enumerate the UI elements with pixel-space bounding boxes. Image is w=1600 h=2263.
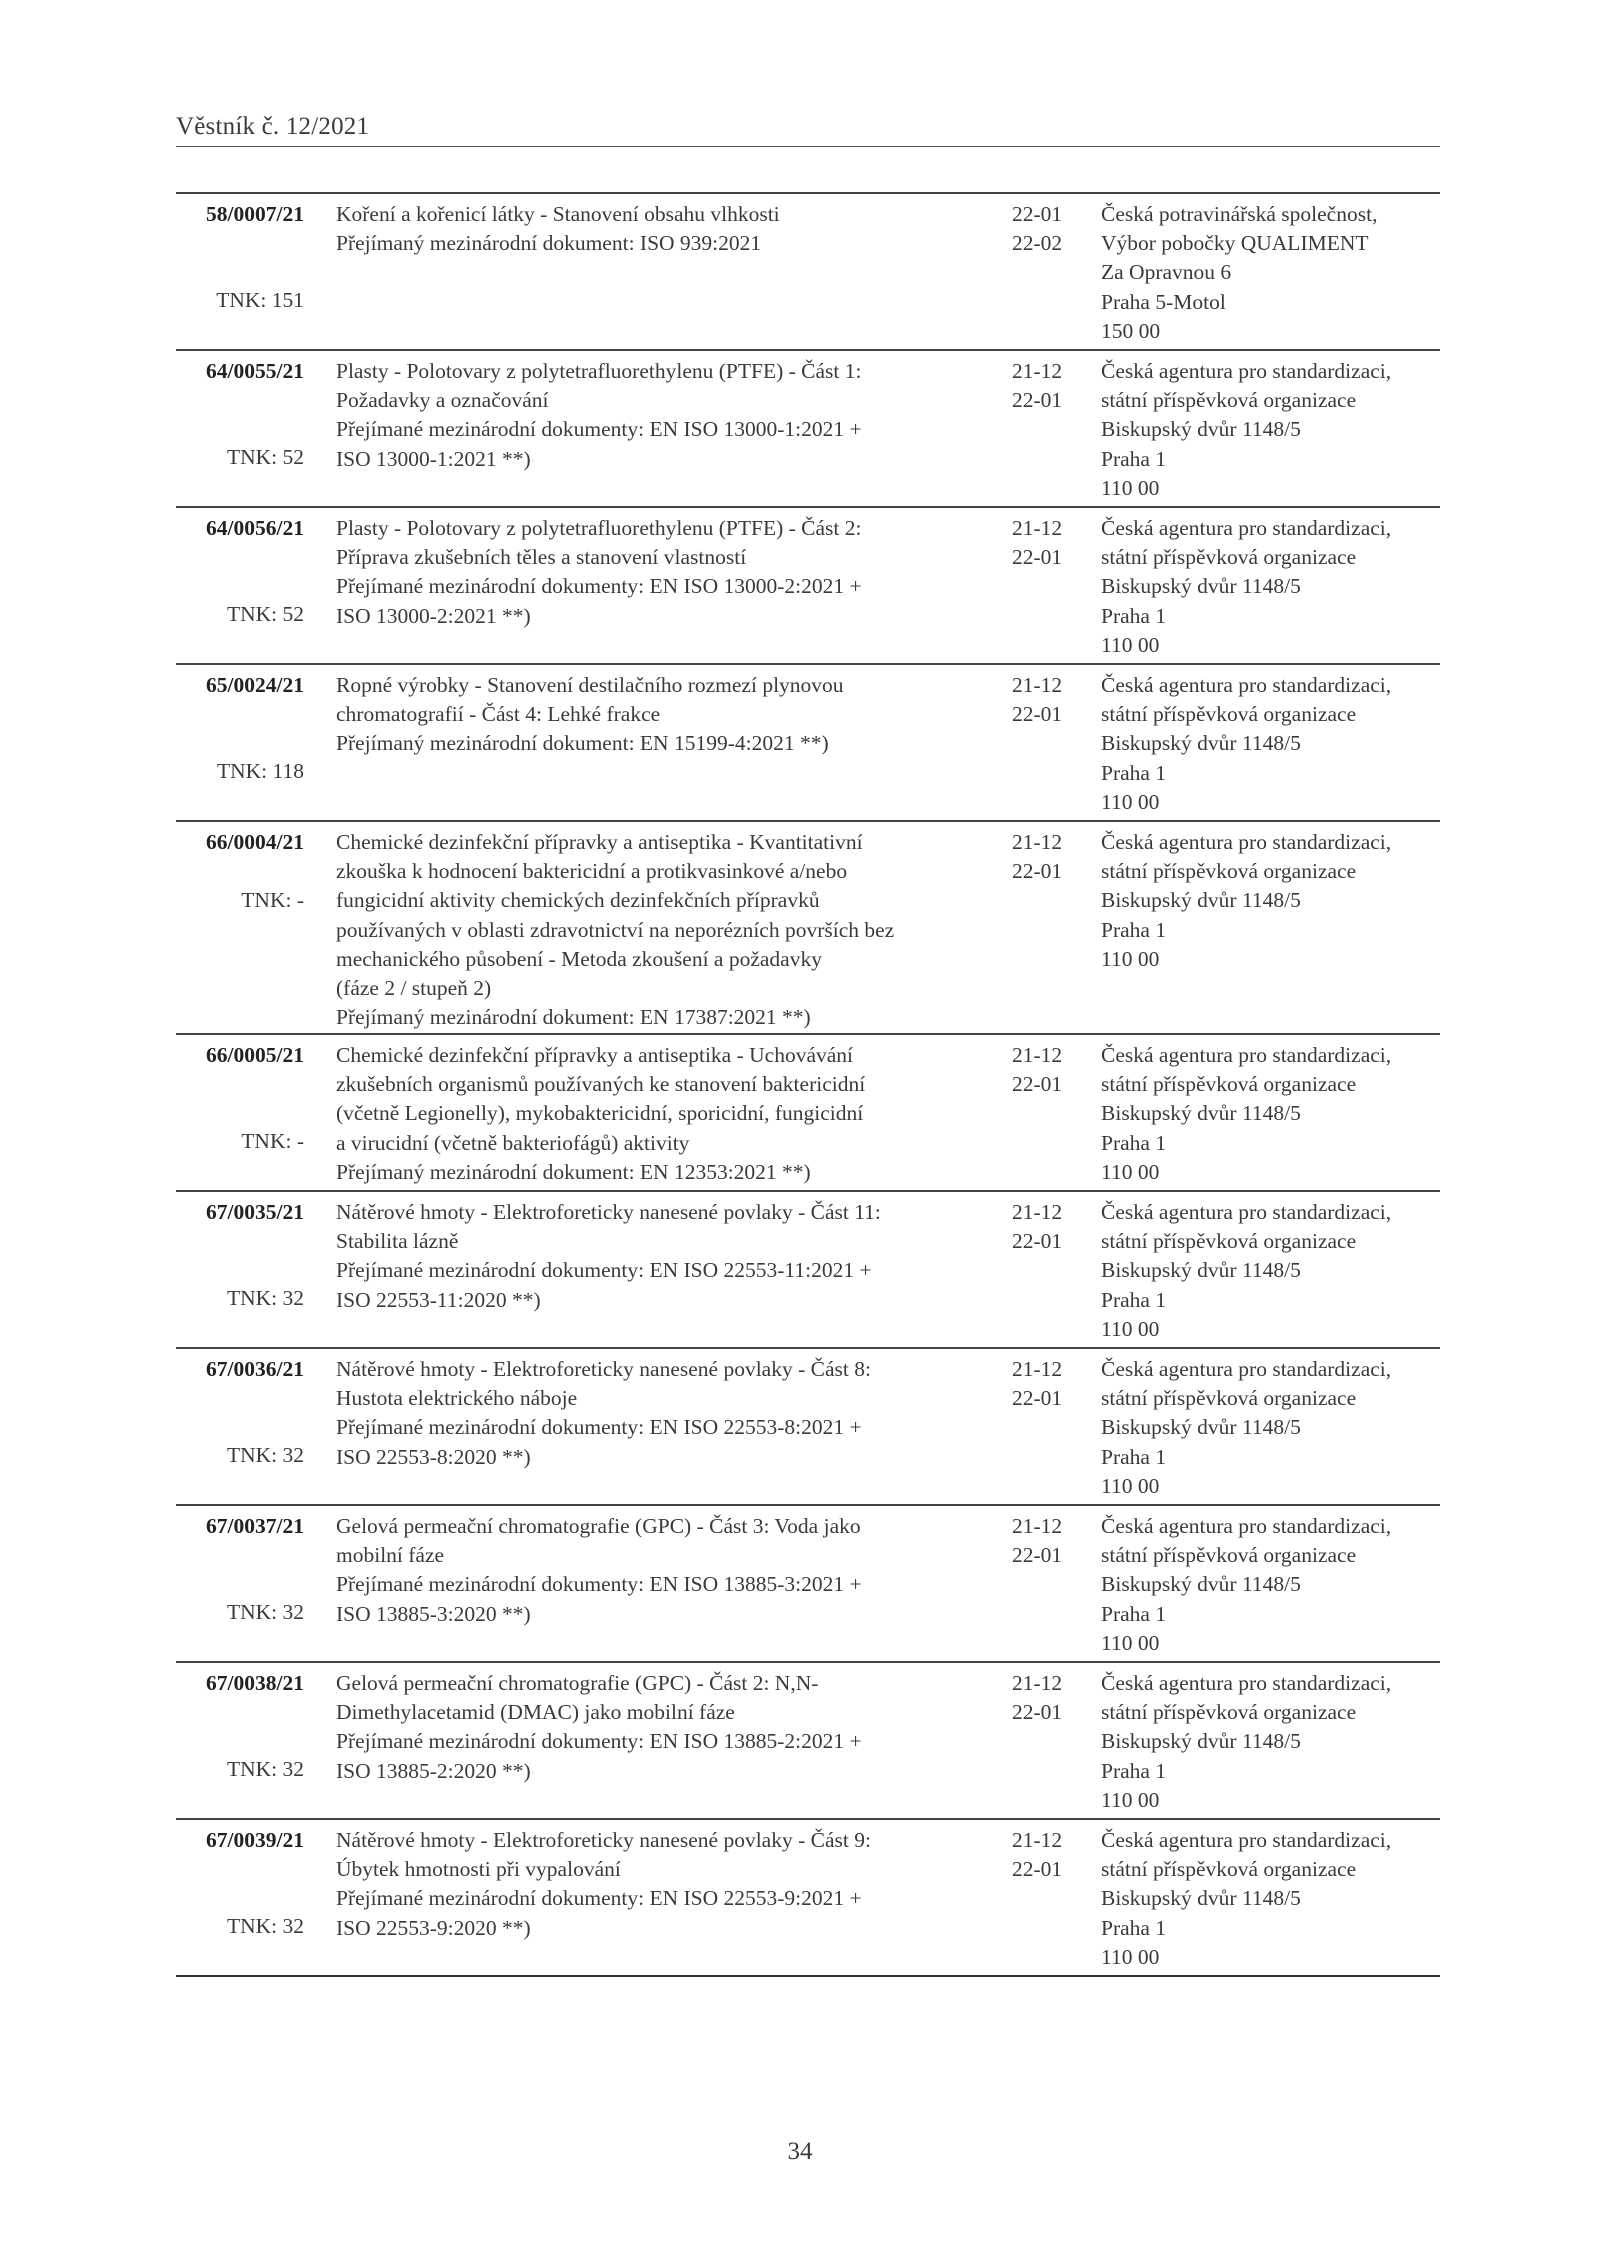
processor-organization: [1101, 357, 1441, 503]
processor-organization-line: 110 00: [1101, 1473, 1160, 1498]
period-codes: [1012, 828, 1112, 886]
standard-title-line: Stabilita lázně: [336, 1229, 459, 1254]
table-row: [176, 1192, 1440, 1349]
processor-organization-line: Česká agentura pro standardizaci,: [1101, 359, 1392, 383]
processor-organization-line: Česká agentura pro standardizaci,: [1101, 1357, 1392, 1381]
processor-organization: [1101, 1041, 1441, 1187]
processor-organization-line: 110 00: [1101, 632, 1160, 657]
standard-title-line: Přejímané mezinárodní dokumenty: EN ISO 22553-9:2021 +: [336, 1886, 862, 1911]
standard-number: 67/0035/21: [206, 1200, 304, 1224]
processor-organization-line: Česká potravinářská společnost,: [1101, 202, 1378, 226]
standard-title-line: Gelová permeační chromatografie (GPC) - Část 3: Voda jako: [336, 1514, 861, 1538]
processor-organization-line: Biskupský dvůr 1148/5: [1101, 1415, 1301, 1440]
standard-title-line: Chemické dezinfekční přípravky a antiseptika - Uchovávání: [336, 1043, 853, 1067]
period-codes-line: 22-01: [1012, 1229, 1063, 1254]
processor-organization-line: státní příspěvková organizace: [1101, 1700, 1357, 1725]
table-row: [176, 1506, 1440, 1663]
standard-title-line: ISO 22553-9:2020 **): [336, 1915, 531, 1940]
standard-number: 66/0005/21: [206, 1043, 304, 1067]
processor-organization-line: 110 00: [1101, 1787, 1160, 1812]
period-codes-line: 22-01: [1012, 702, 1063, 727]
table-row: [176, 194, 1440, 351]
standard-number: 66/0004/21: [206, 830, 304, 854]
processor-organization-line: Biskupský dvůr 1148/5: [1101, 1572, 1301, 1597]
standard-title-line: Hustota elektrického náboje: [336, 1386, 578, 1411]
standard-title-line: fungicidní aktivity chemických dezinfekčních přípravků: [336, 888, 820, 913]
period-codes: [1012, 357, 1112, 415]
processor-organization-line: Česká agentura pro standardizaci,: [1101, 1828, 1392, 1852]
processor-organization-line: Česká agentura pro standardizaci,: [1101, 830, 1392, 854]
tnk-label: TNK: 52: [226, 602, 304, 626]
period-codes-line: 22-01: [1012, 202, 1063, 226]
table-row: [176, 351, 1440, 508]
period-codes-line: 22-01: [1012, 1543, 1063, 1568]
standard-title-line: ISO 22553-11:2020 **): [336, 1287, 541, 1312]
tnk-label: TNK: -: [241, 1129, 304, 1153]
standard-title-line: Přejímané mezinárodní dokumenty: EN ISO 22553-11:2021 +: [336, 1258, 872, 1283]
standard-title-line: ISO 13885-3:2020 **): [336, 1601, 531, 1626]
page-header-title: Věstník č. 12/2021: [176, 113, 370, 140]
period-codes-line: 21-12: [1012, 1357, 1063, 1381]
period-codes-line: 22-01: [1012, 1386, 1063, 1411]
processor-organization-line: státní příspěvková organizace: [1101, 702, 1357, 727]
standard-number: 67/0037/21: [206, 1514, 304, 1538]
standard-title-line: mechanického působení - Metoda zkoušení a požadavky: [336, 946, 822, 971]
processor-organization-line: 110 00: [1101, 789, 1160, 814]
processor-organization-line: Praha 1: [1101, 760, 1167, 785]
period-codes-line: 21-12: [1012, 830, 1063, 854]
processor-organization-line: státní příspěvková organizace: [1101, 859, 1357, 884]
period-codes-line: 22-01: [1012, 859, 1063, 884]
processor-organization-line: Praha 1: [1101, 446, 1167, 471]
processor-organization: [1101, 1512, 1441, 1658]
processor-organization-line: Biskupský dvůr 1148/5: [1101, 888, 1301, 913]
processor-organization-line: Biskupský dvůr 1148/5: [1101, 731, 1301, 756]
standard-title-line: (včetně Legionelly), mykobaktericidní, sporicidní, fungicidní: [336, 1101, 864, 1126]
standard-title-line: Přejímané mezinárodní dokumenty: EN ISO 13000-1:2021 +: [336, 417, 862, 442]
period-codes-line: 22-02: [1012, 231, 1063, 256]
period-codes-line: 21-12: [1012, 516, 1063, 540]
processor-organization: [1101, 1669, 1441, 1815]
table-row: [176, 822, 1440, 1035]
standard-title-line: ISO 13000-2:2021 **): [336, 603, 531, 628]
processor-organization: [1101, 1355, 1441, 1501]
standard-title-line: Gelová permeační chromatografie (GPC) - Část 2: N,N-: [336, 1671, 819, 1695]
standard-title-line: zkouška k hodnocení baktericidní a protikvasinkové a/nebo: [336, 859, 848, 884]
tnk-label: TNK: 151: [216, 288, 304, 312]
header-divider: [176, 146, 1440, 147]
processor-organization-line: Výbor pobočky QUALIMENT: [1101, 231, 1369, 256]
standard-title-line: Přejímané mezinárodní dokumenty: EN ISO 13885-3:2021 +: [336, 1572, 862, 1597]
processor-organization-line: státní příspěvková organizace: [1101, 1386, 1357, 1411]
processor-organization-line: Česká agentura pro standardizaci,: [1101, 516, 1392, 540]
processor-organization: [1101, 514, 1441, 660]
processor-organization-line: Biskupský dvůr 1148/5: [1101, 417, 1301, 442]
processor-organization-line: Biskupský dvůr 1148/5: [1101, 1729, 1301, 1754]
standard-title-line: ISO 22553-8:2020 **): [336, 1444, 531, 1469]
tnk-label: TNK: 32: [226, 1286, 304, 1310]
processor-organization: [1101, 828, 1441, 974]
processor-organization-line: Praha 1: [1101, 1130, 1167, 1155]
standard-title-line: (fáze 2 / stupeň 2): [336, 976, 492, 1001]
period-codes-line: 22-01: [1012, 388, 1063, 413]
standard-title-line: Požadavky a označování: [336, 388, 549, 413]
standard-title-line: Přejímané mezinárodní dokumenty: EN ISO 22553-8:2021 +: [336, 1415, 862, 1440]
processor-organization-line: Praha 1: [1101, 1915, 1167, 1940]
processor-organization-line: Praha 1: [1101, 917, 1167, 942]
processor-organization-line: státní příspěvková organizace: [1101, 1543, 1357, 1568]
table-row: [176, 1035, 1440, 1192]
processor-organization-line: Česká agentura pro standardizaci,: [1101, 1043, 1392, 1067]
standard-title-line: Ropné výrobky - Stanovení destilačního rozmezí plynovou: [336, 673, 844, 697]
standard-number: 64/0055/21: [206, 359, 304, 383]
standard-title-line: zkušebních organismů používaných ke stanovení baktericidní: [336, 1072, 866, 1097]
period-codes-line: 22-01: [1012, 1857, 1063, 1882]
table-row: [176, 1820, 1440, 1977]
period-codes-line: 22-01: [1012, 1072, 1063, 1097]
processor-organization: [1101, 1826, 1441, 1972]
processor-organization-line: 110 00: [1101, 1159, 1160, 1184]
standard-number: 65/0024/21: [206, 673, 304, 697]
period-codes: [1012, 1041, 1112, 1099]
standard-number: 67/0038/21: [206, 1671, 304, 1695]
processor-organization-line: Biskupský dvůr 1148/5: [1101, 1258, 1301, 1283]
period-codes: [1012, 671, 1112, 729]
standard-title-line: používaných v oblasti zdravotnictví na neporézních površích bez: [336, 917, 895, 942]
standard-title-line: Přejímaný mezinárodní dokument: EN 17387:2021 **): [336, 1005, 811, 1030]
processor-organization-line: Česká agentura pro standardizaci,: [1101, 1514, 1392, 1538]
standard-title-line: ISO 13000-1:2021 **): [336, 446, 531, 471]
processor-organization-line: 110 00: [1101, 1316, 1160, 1341]
standard-title-line: ISO 13885-2:2020 **): [336, 1758, 531, 1783]
standard-title-line: a virucidní (včetně bakteriofágů) aktivity: [336, 1130, 690, 1155]
processor-organization-line: Česká agentura pro standardizaci,: [1101, 673, 1392, 697]
standard-number: 67/0039/21: [206, 1828, 304, 1852]
period-codes-line: 21-12: [1012, 359, 1063, 383]
standard-title-line: Nátěrové hmoty - Elektroforeticky nanesené povlaky - Část 9:: [336, 1828, 871, 1852]
processor-organization-line: Česká agentura pro standardizaci,: [1101, 1671, 1392, 1695]
processor-organization-line: státní příspěvková organizace: [1101, 1072, 1357, 1097]
processor-organization: [1101, 1198, 1441, 1344]
processor-organization-line: Česká agentura pro standardizaci,: [1101, 1200, 1392, 1224]
processor-organization-line: 110 00: [1101, 1944, 1160, 1969]
period-codes-line: 21-12: [1012, 1828, 1063, 1852]
standard-title-line: Koření a kořenicí látky - Stanovení obsahu vlhkosti: [336, 202, 780, 226]
processor-organization-line: Biskupský dvůr 1148/5: [1101, 574, 1301, 599]
period-codes-line: 21-12: [1012, 673, 1063, 697]
standard-title-line: Příprava zkušebních těles a stanovení vlastností: [336, 545, 747, 570]
processor-organization-line: 110 00: [1101, 475, 1160, 500]
tnk-label: TNK: 32: [226, 1600, 304, 1624]
processor-organization-line: 110 00: [1101, 1630, 1160, 1655]
page-number: 34: [787, 2138, 813, 2165]
standard-title-line: chromatografií - Část 4: Lehké frakce: [336, 702, 661, 727]
table-row: [176, 665, 1440, 822]
processor-organization-line: státní příspěvková organizace: [1101, 1229, 1357, 1254]
processor-organization-line: státní příspěvková organizace: [1101, 545, 1357, 570]
tnk-label: TNK: 32: [226, 1443, 304, 1467]
period-codes: [1012, 1198, 1112, 1256]
processor-organization-line: státní příspěvková organizace: [1101, 1857, 1357, 1882]
standard-title-line: mobilní fáze: [336, 1543, 445, 1568]
processor-organization-line: Praha 1: [1101, 1444, 1167, 1469]
standard-title-line: Nátěrové hmoty - Elektroforeticky nanesené povlaky - Část 11:: [336, 1200, 881, 1224]
processor-organization-line: Biskupský dvůr 1148/5: [1101, 1886, 1301, 1911]
standards-table: [176, 192, 1440, 1977]
standard-title-line: Úbytek hmotnosti při vypalování: [336, 1857, 621, 1882]
tnk-label: TNK: -: [241, 888, 304, 912]
standard-title-line: Chemické dezinfekční přípravky a antiseptika - Kvantitativní: [336, 830, 863, 854]
standard-number: 64/0056/21: [206, 516, 304, 540]
processor-organization-line: Biskupský dvůr 1148/5: [1101, 1101, 1301, 1126]
standard-title-line: Přejímaný mezinárodní dokument: ISO 939:2021: [336, 231, 762, 256]
processor-organization: [1101, 671, 1441, 817]
period-codes: [1012, 1669, 1112, 1727]
processor-organization-line: Za Opravnou 6: [1101, 260, 1232, 285]
processor-organization-line: Praha 1: [1101, 603, 1167, 628]
processor-organization-line: 150 00: [1101, 318, 1161, 343]
period-codes: [1012, 514, 1112, 572]
tnk-label: TNK: 118: [217, 759, 304, 783]
standard-title-line: Přejímané mezinárodní dokumenty: EN ISO 13000-2:2021 +: [336, 574, 862, 599]
processor-organization: [1101, 200, 1441, 346]
processor-organization-line: Praha 1: [1101, 1601, 1167, 1626]
tnk-label: TNK: 32: [226, 1757, 304, 1781]
period-codes: [1012, 1512, 1112, 1570]
processor-organization-line: Praha 1: [1101, 1758, 1167, 1783]
period-codes-line: 22-01: [1012, 545, 1063, 570]
standard-title-line: Plasty - Polotovary z polytetrafluorethylenu (PTFE) - Část 2:: [336, 516, 862, 540]
standard-title-line: Přejímané mezinárodní dokumenty: EN ISO 13885-2:2021 +: [336, 1729, 862, 1754]
standard-title-line: Dimethylacetamid (DMAC) jako mobilní fáze: [336, 1700, 735, 1725]
period-codes-line: 21-12: [1012, 1200, 1063, 1224]
period-codes: [1012, 1355, 1112, 1413]
standard-number: 67/0036/21: [206, 1357, 304, 1381]
period-codes-line: 21-12: [1012, 1514, 1063, 1538]
table-row: [176, 1663, 1440, 1820]
processor-organization-line: Praha 5-Motol: [1101, 289, 1226, 314]
standard-title-line: Přejímaný mezinárodní dokument: EN 12353:2021 **): [336, 1159, 811, 1184]
processor-organization-line: státní příspěvková organizace: [1101, 388, 1357, 413]
tnk-label: TNK: 32: [226, 1914, 304, 1938]
table-row: [176, 1349, 1440, 1506]
standard-number: 58/0007/21: [206, 202, 304, 226]
standard-title-line: Přejímaný mezinárodní dokument: EN 15199-4:2021 **): [336, 731, 829, 756]
standard-title-line: Nátěrové hmoty - Elektroforeticky nanesené povlaky - Část 8:: [336, 1357, 871, 1381]
period-codes: [1012, 1826, 1112, 1884]
period-codes-line: 21-12: [1012, 1671, 1063, 1695]
processor-organization-line: Praha 1: [1101, 1287, 1167, 1312]
period-codes: [1012, 200, 1112, 258]
standard-title-line: Plasty - Polotovary z polytetrafluorethylenu (PTFE) - Část 1:: [336, 359, 862, 383]
tnk-label: TNK: 52: [226, 445, 304, 469]
table-row: [176, 508, 1440, 665]
period-codes-line: 21-12: [1012, 1043, 1063, 1067]
period-codes-line: 22-01: [1012, 1700, 1063, 1725]
processor-organization-line: 110 00: [1101, 946, 1160, 971]
